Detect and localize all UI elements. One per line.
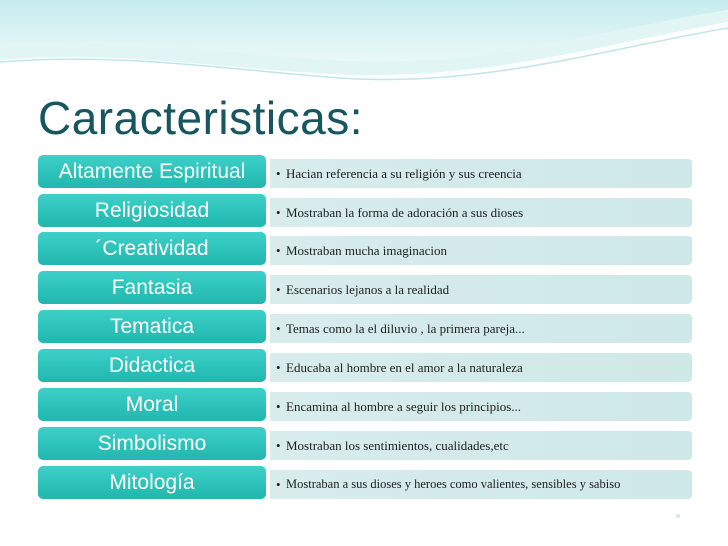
characteristic-description [270, 314, 692, 343]
characteristic-row [38, 427, 692, 460]
characteristic-text: Temas como la el diluvio , la primera pareja... [286, 321, 525, 336]
bullet-icon: • [276, 205, 281, 220]
characteristic-description [270, 198, 692, 227]
bullet-icon: • [276, 321, 281, 336]
characteristic-description [270, 275, 692, 304]
characteristic-row [38, 349, 692, 382]
characteristic-row [38, 466, 692, 499]
characteristic-label: ´Creatividad [38, 232, 266, 265]
characteristic-text: Encamina al hombre a seguir los principios... [286, 399, 522, 414]
slide-title: Caracteristicas: [38, 92, 363, 144]
bullet-icon: • [276, 360, 281, 375]
bullet-icon: • [276, 438, 281, 453]
characteristic-description [270, 392, 692, 421]
characteristic-label: Religiosidad [38, 194, 266, 227]
bullet-icon: • [276, 243, 281, 258]
characteristic-label: Moral [38, 388, 266, 421]
characteristic-row [38, 194, 692, 227]
characteristic-text: Mostraban los sentimientos, cualidades,etc [286, 438, 509, 453]
characteristic-label: Simbolismo [38, 427, 266, 460]
characteristic-text: Educaba al hombre en el amor a la naturaleza [286, 360, 523, 375]
characteristic-description [270, 470, 692, 499]
bullet-icon: • [276, 166, 281, 181]
characteristic-description [270, 431, 692, 460]
characteristic-label: Altamente Espiritual [38, 155, 266, 188]
bullet-icon: • [276, 282, 281, 297]
characteristic-description [270, 159, 692, 188]
characteristic-row [38, 155, 692, 188]
characteristic-description [270, 236, 692, 265]
characteristic-label: Tematica [38, 310, 266, 343]
characteristic-row [38, 310, 692, 343]
bullet-icon: • [276, 477, 281, 492]
characteristic-label: Didactica [38, 349, 266, 382]
bullet-icon: • [276, 399, 281, 414]
characteristic-label: Mitología [38, 466, 266, 499]
characteristic-text: Mostraban mucha imaginacion [286, 243, 448, 258]
characteristic-label: Fantasia [38, 271, 266, 304]
characteristic-row [38, 271, 692, 304]
characteristic-text: Mostraban a sus dioses y heroes como valientes, sensibles y sabiso [286, 477, 621, 491]
characteristic-text: Mostraban la forma de adoración a sus dioses [286, 205, 524, 220]
characteristic-description [270, 353, 692, 382]
slide-corner-mark [676, 514, 680, 518]
characteristic-text: Hacian referencia a su religión y sus creencia [286, 166, 522, 181]
characteristic-row [38, 232, 692, 265]
characteristic-row [38, 388, 692, 421]
characteristic-text: Escenarios lejanos a la realidad [286, 282, 450, 297]
